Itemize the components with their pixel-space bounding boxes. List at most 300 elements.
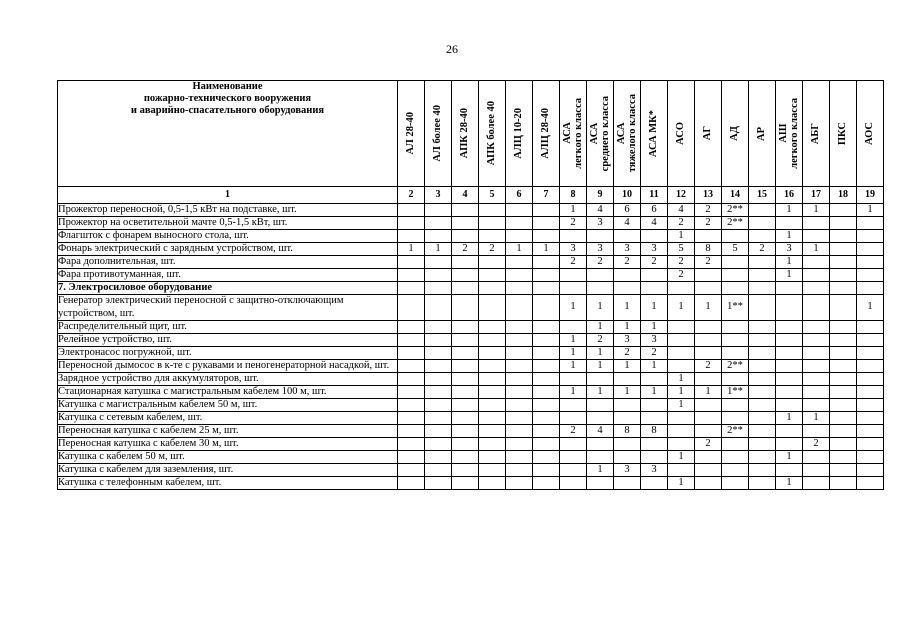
quantity-cell	[641, 230, 668, 243]
quantity-cell	[479, 372, 506, 385]
quantity-cell	[776, 217, 803, 230]
quantity-cell	[452, 282, 479, 295]
quantity-cell	[722, 346, 749, 359]
quantity-cell: 2	[560, 256, 587, 269]
quantity-cell	[803, 477, 830, 490]
quantity-cell	[398, 217, 425, 230]
quantity-cell	[398, 295, 425, 320]
quantity-cell	[479, 359, 506, 372]
column-header	[749, 81, 776, 187]
quantity-cell	[668, 464, 695, 477]
quantity-cell	[533, 477, 560, 490]
quantity-cell: 3	[587, 243, 614, 256]
quantity-cell	[722, 398, 749, 411]
quantity-cell	[830, 230, 857, 243]
quantity-cell	[560, 372, 587, 385]
quantity-cell	[830, 204, 857, 217]
table-row	[58, 333, 884, 346]
quantity-cell	[668, 425, 695, 438]
quantity-cell	[857, 320, 884, 333]
column-number: 15	[749, 187, 776, 204]
quantity-cell: 8	[614, 425, 641, 438]
quantity-cell: 1	[668, 385, 695, 398]
column-number: 6	[506, 187, 533, 204]
quantity-cell	[533, 385, 560, 398]
table-row	[58, 372, 884, 385]
quantity-cell	[398, 359, 425, 372]
quantity-cell	[533, 412, 560, 425]
column-header-label: АСО	[675, 122, 687, 145]
quantity-cell	[506, 438, 533, 451]
quantity-cell	[749, 451, 776, 464]
quantity-cell	[803, 217, 830, 230]
quantity-cell	[803, 464, 830, 477]
quantity-cell: 4	[614, 217, 641, 230]
quantity-cell	[533, 346, 560, 359]
quantity-cell: 2	[641, 256, 668, 269]
table-row	[58, 269, 884, 282]
quantity-cell: 2	[695, 256, 722, 269]
quantity-cell	[506, 217, 533, 230]
quantity-cell: 3	[614, 243, 641, 256]
quantity-cell	[425, 282, 452, 295]
quantity-cell	[560, 464, 587, 477]
quantity-cell	[398, 451, 425, 464]
quantity-cell: 1	[587, 385, 614, 398]
quantity-cell	[425, 385, 452, 398]
quantity-cell	[560, 269, 587, 282]
quantity-cell: 1	[587, 320, 614, 333]
table-row	[58, 217, 884, 230]
quantity-cell	[830, 333, 857, 346]
quantity-cell	[830, 346, 857, 359]
column-header	[668, 81, 695, 187]
quantity-cell	[695, 333, 722, 346]
quantity-cell	[398, 230, 425, 243]
quantity-cell	[587, 477, 614, 490]
quantity-cell	[425, 372, 452, 385]
quantity-cell	[776, 346, 803, 359]
quantity-cell	[479, 477, 506, 490]
quantity-cell: 1	[803, 243, 830, 256]
column-number: 3	[425, 187, 452, 204]
quantity-cell	[749, 477, 776, 490]
quantity-cell	[506, 359, 533, 372]
quantity-cell	[803, 333, 830, 346]
item-name: Флагшток с фонарем выносного стола, шт.	[58, 230, 398, 243]
quantity-cell	[506, 204, 533, 217]
quantity-cell	[506, 256, 533, 269]
quantity-cell	[533, 269, 560, 282]
quantity-cell	[803, 295, 830, 320]
quantity-cell	[857, 230, 884, 243]
quantity-cell	[452, 295, 479, 320]
quantity-cell	[506, 282, 533, 295]
quantity-cell: 1	[614, 295, 641, 320]
quantity-cell: 1	[506, 243, 533, 256]
column-header	[776, 81, 803, 187]
column-number: 14	[722, 187, 749, 204]
quantity-cell: 1	[398, 243, 425, 256]
item-name: Прожектор на осветительной мачте 0,5-1,5 кВт, шт.	[58, 217, 398, 230]
quantity-cell	[749, 425, 776, 438]
quantity-cell	[668, 282, 695, 295]
quantity-cell	[425, 438, 452, 451]
quantity-cell	[857, 412, 884, 425]
quantity-cell	[587, 372, 614, 385]
quantity-cell: 1	[587, 464, 614, 477]
column-header	[857, 81, 884, 187]
quantity-cell	[398, 282, 425, 295]
quantity-cell: 1	[614, 359, 641, 372]
quantity-cell	[722, 477, 749, 490]
quantity-cell	[560, 438, 587, 451]
quantity-cell: 2	[695, 438, 722, 451]
quantity-cell	[452, 412, 479, 425]
quantity-cell	[803, 269, 830, 282]
column-number: 11	[641, 187, 668, 204]
column-header-label: АР	[756, 126, 768, 141]
quantity-cell	[452, 333, 479, 346]
quantity-cell	[830, 320, 857, 333]
column-number: 2	[398, 187, 425, 204]
table-row	[58, 477, 884, 490]
quantity-cell	[776, 425, 803, 438]
item-name: Переносная катушка с кабелем 25 м, шт.	[58, 425, 398, 438]
quantity-cell	[425, 477, 452, 490]
quantity-cell	[857, 256, 884, 269]
quantity-cell	[749, 412, 776, 425]
quantity-cell	[749, 385, 776, 398]
quantity-cell	[506, 451, 533, 464]
quantity-cell: 4	[641, 217, 668, 230]
quantity-cell	[614, 438, 641, 451]
quantity-cell	[830, 412, 857, 425]
quantity-cell	[506, 333, 533, 346]
quantity-cell	[614, 372, 641, 385]
quantity-cell	[830, 256, 857, 269]
table-row	[58, 398, 884, 411]
quantity-cell: 1	[668, 295, 695, 320]
quantity-cell: 1	[641, 295, 668, 320]
quantity-cell: 2**	[722, 204, 749, 217]
quantity-cell: 1	[776, 269, 803, 282]
quantity-cell	[452, 217, 479, 230]
quantity-cell: 1	[560, 333, 587, 346]
quantity-cell	[857, 333, 884, 346]
quantity-cell: 1	[668, 372, 695, 385]
quantity-cell	[749, 333, 776, 346]
column-header-label: АСА среднего класса	[588, 95, 611, 172]
quantity-cell	[533, 320, 560, 333]
column-number: 18	[830, 187, 857, 204]
quantity-cell: 2	[749, 243, 776, 256]
quantity-cell	[857, 464, 884, 477]
column-number: 13	[695, 187, 722, 204]
quantity-cell	[776, 359, 803, 372]
quantity-cell	[614, 282, 641, 295]
quantity-cell: 1	[857, 204, 884, 217]
quantity-cell: 3	[641, 243, 668, 256]
quantity-cell	[830, 438, 857, 451]
quantity-cell	[479, 204, 506, 217]
column-number: 4	[452, 187, 479, 204]
item-name: Фара дополнительная, шт.	[58, 256, 398, 269]
quantity-cell	[479, 464, 506, 477]
table-row	[58, 243, 884, 256]
quantity-cell	[803, 372, 830, 385]
quantity-cell	[749, 372, 776, 385]
quantity-cell	[803, 385, 830, 398]
column-header	[641, 81, 668, 187]
quantity-cell	[803, 282, 830, 295]
quantity-cell	[749, 346, 776, 359]
quantity-cell	[533, 359, 560, 372]
item-name: Катушка с сетевым кабелем, шт.	[58, 412, 398, 425]
column-header-label: АБГ	[810, 122, 822, 145]
item-name: Релейное устройство, шт.	[58, 333, 398, 346]
quantity-cell	[506, 464, 533, 477]
quantity-cell	[506, 477, 533, 490]
column-number: 10	[614, 187, 641, 204]
quantity-cell	[452, 320, 479, 333]
quantity-cell	[506, 269, 533, 282]
quantity-cell	[479, 217, 506, 230]
quantity-cell: 2**	[722, 359, 749, 372]
quantity-cell	[695, 230, 722, 243]
quantity-cell	[452, 372, 479, 385]
quantity-cell: 1	[803, 412, 830, 425]
quantity-cell: 3	[587, 217, 614, 230]
quantity-cell: 8	[641, 425, 668, 438]
quantity-cell	[479, 282, 506, 295]
quantity-cell	[452, 438, 479, 451]
quantity-cell	[830, 217, 857, 230]
quantity-cell	[803, 398, 830, 411]
quantity-cell: 1	[776, 412, 803, 425]
quantity-cell	[830, 385, 857, 398]
quantity-cell: 2	[614, 346, 641, 359]
quantity-cell	[857, 477, 884, 490]
quantity-cell: 1	[776, 230, 803, 243]
quantity-cell	[479, 398, 506, 411]
column-header	[695, 81, 722, 187]
quantity-cell: 1	[695, 385, 722, 398]
table-row	[58, 425, 884, 438]
quantity-cell: 1	[641, 385, 668, 398]
table-row	[58, 385, 884, 398]
quantity-cell: 1	[587, 359, 614, 372]
quantity-cell	[830, 282, 857, 295]
quantity-cell	[695, 269, 722, 282]
quantity-cell: 3	[641, 464, 668, 477]
quantity-cell: 2	[560, 217, 587, 230]
quantity-cell	[857, 359, 884, 372]
quantity-cell	[452, 385, 479, 398]
quantity-cell	[398, 269, 425, 282]
quantity-cell	[749, 398, 776, 411]
quantity-cell	[830, 372, 857, 385]
quantity-cell	[722, 451, 749, 464]
quantity-cell: 2**	[722, 425, 749, 438]
quantity-cell	[533, 333, 560, 346]
quantity-cell	[641, 398, 668, 411]
item-name: Электронасос погружной, шт.	[58, 346, 398, 359]
quantity-cell: 1	[587, 295, 614, 320]
quantity-cell	[749, 282, 776, 295]
quantity-cell: 2	[695, 204, 722, 217]
quantity-cell	[803, 230, 830, 243]
quantity-cell	[398, 425, 425, 438]
quantity-cell: 1	[560, 295, 587, 320]
quantity-cell	[452, 204, 479, 217]
section-row	[58, 282, 884, 295]
quantity-cell: 1	[560, 204, 587, 217]
quantity-cell	[722, 438, 749, 451]
quantity-cell	[425, 346, 452, 359]
column-header	[803, 81, 830, 187]
quantity-cell	[776, 295, 803, 320]
quantity-cell: 1	[776, 256, 803, 269]
column-header-label: АСА МК*	[648, 109, 660, 158]
quantity-cell	[722, 269, 749, 282]
table-row	[58, 346, 884, 359]
quantity-cell	[425, 230, 452, 243]
quantity-cell: 1	[776, 204, 803, 217]
quantity-cell	[560, 412, 587, 425]
quantity-cell	[641, 269, 668, 282]
quantity-cell	[668, 333, 695, 346]
quantity-cell	[479, 256, 506, 269]
quantity-cell	[479, 230, 506, 243]
quantity-cell	[506, 372, 533, 385]
quantity-cell: 1	[533, 243, 560, 256]
quantity-cell	[398, 256, 425, 269]
column-header	[614, 81, 641, 187]
quantity-cell	[533, 372, 560, 385]
quantity-cell	[641, 372, 668, 385]
quantity-cell	[614, 477, 641, 490]
quantity-cell: 2	[614, 256, 641, 269]
quantity-cell	[533, 282, 560, 295]
quantity-cell: 2	[479, 243, 506, 256]
quantity-cell	[695, 282, 722, 295]
quantity-cell	[776, 372, 803, 385]
quantity-cell: 4	[668, 204, 695, 217]
column-header-label: АЛЦ 10-20	[513, 108, 525, 159]
column-header	[506, 81, 533, 187]
column-header	[398, 81, 425, 187]
item-name: Катушка с магистральным кабелем 50 м, шт.	[58, 398, 398, 411]
table-row	[58, 464, 884, 477]
quantity-cell: 2	[452, 243, 479, 256]
quantity-cell	[614, 230, 641, 243]
item-name: Фонарь электрический с зарядным устройством, шт.	[58, 243, 398, 256]
quantity-cell	[425, 359, 452, 372]
quantity-cell	[722, 320, 749, 333]
quantity-cell	[668, 320, 695, 333]
header-row	[58, 81, 884, 187]
quantity-cell	[749, 295, 776, 320]
quantity-cell: 3	[614, 333, 641, 346]
column-header	[533, 81, 560, 187]
quantity-cell	[749, 256, 776, 269]
quantity-cell: 1	[668, 398, 695, 411]
quantity-cell	[668, 438, 695, 451]
table-row	[58, 256, 884, 269]
quantity-cell	[857, 346, 884, 359]
column-header	[587, 81, 614, 187]
quantity-cell	[830, 451, 857, 464]
item-name: Катушка с кабелем 50 м, шт.	[58, 451, 398, 464]
quantity-cell: 1	[614, 385, 641, 398]
quantity-cell	[452, 359, 479, 372]
quantity-cell: 5	[722, 243, 749, 256]
quantity-cell	[560, 451, 587, 464]
quantity-cell	[452, 256, 479, 269]
quantity-cell: 1	[560, 346, 587, 359]
quantity-cell: 6	[641, 204, 668, 217]
quantity-cell	[533, 256, 560, 269]
quantity-cell	[452, 451, 479, 464]
quantity-cell: 2	[560, 425, 587, 438]
quantity-cell	[776, 398, 803, 411]
item-name: Зарядное устройство для аккумуляторов, шт.	[58, 372, 398, 385]
column-header-label: АШ легкого класса	[777, 98, 800, 169]
quantity-cell	[452, 398, 479, 411]
quantity-cell	[506, 425, 533, 438]
quantity-cell	[425, 425, 452, 438]
quantity-cell	[533, 425, 560, 438]
quantity-cell	[830, 269, 857, 282]
quantity-cell: 8	[695, 243, 722, 256]
quantity-cell	[398, 464, 425, 477]
quantity-cell	[560, 477, 587, 490]
column-number: 1	[58, 187, 398, 204]
quantity-cell: 1	[560, 385, 587, 398]
quantity-cell	[479, 320, 506, 333]
quantity-cell	[560, 230, 587, 243]
quantity-cell	[452, 230, 479, 243]
quantity-cell	[722, 256, 749, 269]
quantity-cell	[803, 425, 830, 438]
quantity-cell	[479, 385, 506, 398]
quantity-cell	[722, 230, 749, 243]
quantity-cell	[425, 269, 452, 282]
quantity-cell: 1	[776, 477, 803, 490]
quantity-cell	[695, 451, 722, 464]
quantity-cell	[803, 320, 830, 333]
quantity-cell	[749, 269, 776, 282]
quantity-cell: 2	[695, 359, 722, 372]
quantity-cell	[587, 412, 614, 425]
column-header-label: АПК более 40	[486, 101, 498, 166]
quantity-cell	[587, 282, 614, 295]
quantity-cell	[749, 204, 776, 217]
quantity-cell: 2**	[722, 217, 749, 230]
column-number: 8	[560, 187, 587, 204]
quantity-cell	[695, 372, 722, 385]
quantity-cell	[452, 425, 479, 438]
column-header-label: АПК 28-40	[459, 108, 471, 159]
quantity-cell	[749, 230, 776, 243]
quantity-cell	[722, 412, 749, 425]
quantity-cell	[695, 320, 722, 333]
quantity-cell	[425, 256, 452, 269]
quantity-cell	[398, 333, 425, 346]
column-header	[452, 81, 479, 187]
column-header-label: ПКС	[837, 121, 849, 146]
